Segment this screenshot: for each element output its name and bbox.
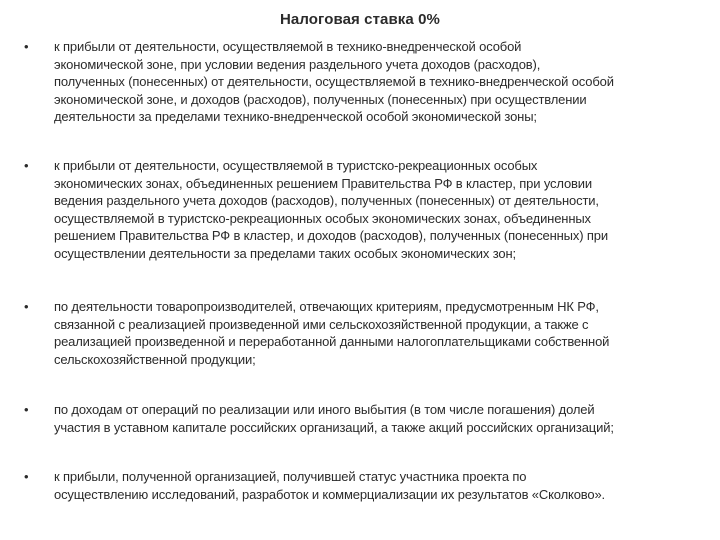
slide-title: Налоговая ставка 0% bbox=[279, 11, 440, 28]
bullet-dot-icon: • bbox=[24, 469, 29, 484]
bullet-text: по деятельности товаропроизводителей, отвечающих критериям, предусмотренным НК РФ, связанной с реализацией произведенной ими сельскохозяйственной продукции, а также с реализацией произведенной и переработанной данными налогоплательщиками собственной сельскохозяйственной продукции; bbox=[54, 299, 610, 367]
bullet-dot-icon: • bbox=[24, 299, 29, 314]
bullet-text: к прибыли от деятельности, осуществляемой в туристско-рекреационных особых экономических зонах, объединенных решением Правительства РФ в кластер, при условии ведения раздельного учета доходов (расходов), полученных (понесенных) от деятельности, осуществляемой в туристско-рекреационных особых экономических зонах, объединенных решением Правительства РФ в кластер, и доходов (расходов), полученных (понесенных) при осуществлении деятельности за пределами таких особых экономических зон; bbox=[54, 158, 608, 261]
bullet-text: к прибыли, полученной организацией, получившей статус участника проекта по осуществлению исследований, разработок и коммерциализации их результатов «Сколково». bbox=[54, 469, 606, 502]
bullet-dot-icon: • bbox=[24, 39, 29, 54]
bullet-text: по доходам от операций по реализации или иного выбытия (в том числе погашения) долей участия в уставном капитале российских организаций, а также акций российских организаций; bbox=[54, 402, 614, 435]
bullet-dot-icon: • bbox=[24, 402, 29, 417]
bullet-dot-icon: • bbox=[24, 158, 29, 173]
bullet-text: к прибыли от деятельности, осуществляемой в технико-внедренческой особой экономической зоне, при условии ведения раздельного учета доходов (расходов), полученных (понесенных) от деятельности, осуществляемой в технико-внедренческой особой экономической зоне, и доходов (расходов), полученных (понесенных) при осуществлении деятельности за пределами технико-внедренческой особой экономической зоны; bbox=[54, 39, 614, 124]
